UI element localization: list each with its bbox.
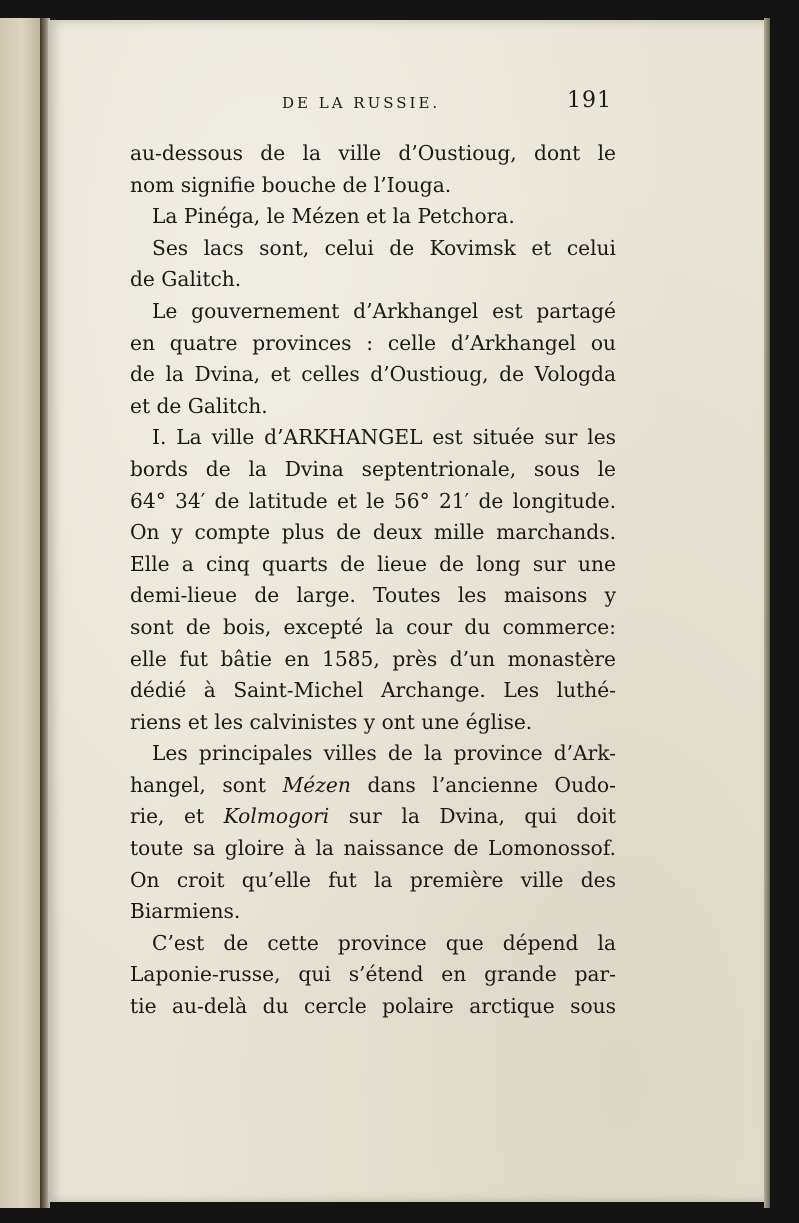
text-line: Laponie-russe, qui s’étend en grande par- (130, 962, 616, 987)
facing-page-edge (0, 18, 43, 1208)
text-line: On croit qu’elle fut la première ville des (130, 867, 616, 892)
text-line (130, 801, 616, 833)
paragraph-line: Le gouvernement d’Arkhangel est partagé (152, 298, 616, 323)
text-line: de la Dvina, et celles d’Oustioug, de Vologda (130, 362, 616, 387)
paragraph-line: Ses lacs sont, celui de Kovimsk et celui (152, 235, 616, 260)
text-run: hangel, sont (130, 772, 283, 797)
text-line: en quatre provinces : celle d’Arkhangel ou (130, 330, 616, 355)
text-line: dédié à Saint-Michel Archange. Les luthé- (130, 678, 616, 703)
page-edge (764, 18, 770, 1208)
text-line: elle fut bâtie en 1585, près d’un monastère (130, 646, 616, 671)
text-run: rie, et (130, 804, 224, 829)
text-line: bords de la Dvina septentrionale, sous le (130, 456, 616, 481)
italic-place-name: Mézen (282, 772, 351, 797)
text-line: 64° 34′ de latitude et le 56° 21′ de longitude. (130, 488, 616, 513)
text-line: demi-lieue de large. Toutes les maisons y (130, 583, 616, 608)
text-line: Biarmiens. (130, 899, 241, 924)
paragraph-line: I. La ville d’ARKHANGEL est située sur les (152, 425, 616, 450)
paragraph-line: C’est de cette province que dépend la (152, 930, 616, 955)
text-line: de Galitch. (130, 267, 242, 292)
page-header (130, 88, 620, 122)
text-line: tie au-delà du cercle polaire arctique sous (130, 994, 616, 1019)
text-line (130, 770, 616, 802)
text-line: au-dessous de la ville d’Oustioug, dont le (130, 141, 616, 165)
text-line: sont de bois, excepté la cour du commerce: (130, 614, 616, 639)
text-run: dans l’ancienne Oudo- (350, 772, 617, 797)
text-line: et de Galitch. (130, 393, 268, 418)
paragraph-line: La Pinéga, le Mézen et la Petchora. (152, 204, 515, 229)
text-run: sur la Dvina, qui doit (329, 804, 616, 829)
running-head: DE LA RUSSIE. (282, 94, 441, 112)
body-text (130, 138, 616, 1023)
paragraph-line: Les principales villes de la province d’Ark- (152, 741, 616, 766)
text-line: On y compte plus de deux mille marchands. (130, 520, 616, 545)
text-line: Elle a cinq quarts de lieue de long sur une (130, 551, 616, 576)
text-line: nom signifie bouche de l’Iouga. (130, 172, 452, 197)
italic-place-name: Kolmogori (223, 804, 330, 829)
text-line: riens et les calvinistes y ont une église. (130, 709, 533, 734)
page-number: 191 (567, 88, 612, 113)
text-line: toute sa gloire à la naissance de Lomonossof. (130, 836, 616, 861)
